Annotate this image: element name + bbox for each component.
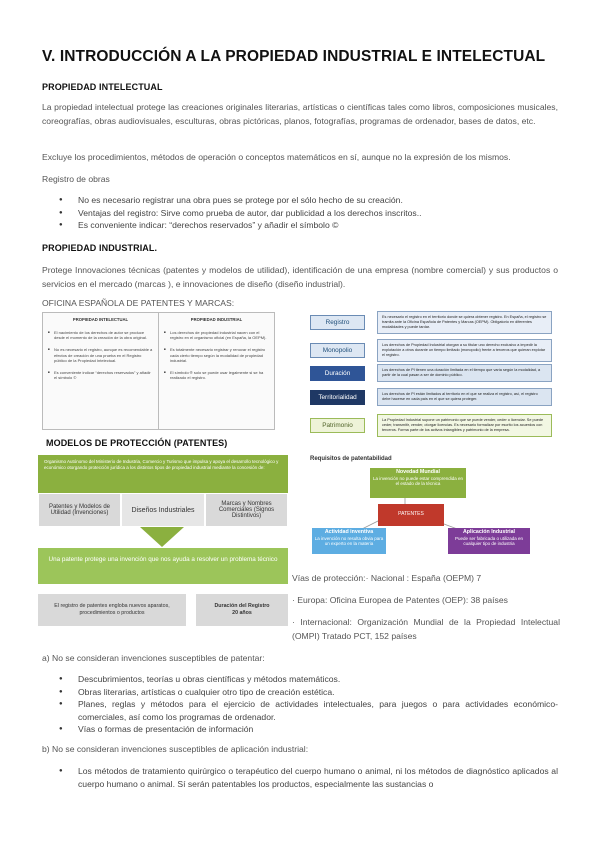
list-item: ● Los métodos de tratamiento quirúrgico o terapéutico del cuerpo humano o animal, ni los métodos de diagnóstico aplicados al cuerpo humano o animal. Sí serán patentables los productos, especialmente las sustancias o: [42, 765, 558, 790]
requisito-desc: La invención no resulta obvia para un experto en la materia: [314, 535, 384, 547]
section-a-intro: a) No se consideran invenciones susceptibles de patentar:: [42, 653, 265, 663]
requisito-desc: Puede ser fabricada o utilizada en cualquier tipo de industria: [454, 535, 524, 547]
registro-label: Registro de obras: [42, 174, 110, 184]
table-column-industrial: [158, 313, 274, 429]
vias-line-1: Vías de protección:· Nacional : España (OEPM) 7: [292, 573, 482, 583]
list-item: ● No es necesario registrar una obra pues se protege por el sólo hecho de su creación.: [42, 194, 558, 207]
requisito-title: Novedad Mundial: [396, 469, 440, 475]
heading-propiedad-industrial: PROPIEDAD INDUSTRIAL.: [42, 243, 158, 253]
duracion-title: Duración del Registro: [214, 603, 270, 609]
table-header: PROPIEDAD INDUSTRIAL: [190, 317, 243, 322]
down-arrow-icon: [140, 527, 184, 547]
oepm-desc: Es necesario el registro en el territorio donde se quiera obtener registro. En España, el registro se tramita ante la Oficina Española de Patentes y Marcas (OEPM). Obligatorio en diferentes modalidades y puede tardar.: [377, 311, 552, 334]
list-item: ● Planes, reglas y métodos para el ejercicio de actividades intelectuales, para juegos o para actividades económico-comerciales, así como los programas de ordenador.: [42, 698, 558, 723]
registro-list: [42, 194, 558, 232]
modelo-box-patentes: Patentes y Modelos de Utilidad (Invenciones): [38, 493, 121, 527]
oepm-row-territorialidad: [310, 388, 552, 406]
oepm-label: Duración: [310, 366, 365, 381]
oepm-row-registro: [310, 311, 552, 334]
section-b-intro: b) No se consideran invenciones susceptibles de aplicación industrial:: [42, 744, 309, 754]
list-item: ● Obras literarias, artísticas o cualquier otro tipo de creación estética.: [42, 686, 558, 699]
table-header: PROPIEDAD INTELECTUAL: [72, 317, 129, 322]
modelo-box-marcas: Marcas y Nombres Comerciales (Signos Distintivos): [205, 493, 288, 527]
page-title: V. INTRODUCCIÓN A LA PROPIEDAD INDUSTRIAL E INTELECTUAL: [42, 48, 546, 65]
requisito-actividad: [312, 528, 386, 554]
table-column-intelectual: [43, 313, 158, 429]
oepm-label: Registro: [310, 315, 365, 330]
requisito-aplicacion: [448, 528, 530, 554]
section-b-list: [42, 765, 558, 790]
oficina-heading: OFICINA ESPAÑOLA DE PATENTES Y MARCAS:: [42, 298, 235, 308]
oepm-row-monopolio: [310, 339, 552, 362]
heading-propiedad-intelectual: PROPIEDAD INTELECTUAL: [42, 82, 163, 92]
list-item: ● Es conveniente indicar: “derechos reservados” y añadir el símbolo ©: [42, 219, 558, 232]
requisito-center: PATENTES: [378, 504, 444, 526]
registro-patentes-box: El registro de patentes engloba nuevos aparatos, procedimientos o productos: [38, 594, 186, 626]
oepm-desc: Los derechos de PI tienen una duración limitada en el tiempo que varía según la modalidad, a partir de la cual pasan a ser de dominio público.: [377, 364, 552, 382]
table-cell: ■ El nacimiento de los derechos de autor se produce desde el momento de la creación de la obra original.: [48, 330, 153, 340]
requisito-desc: La invención no puede estar comprendida en el estado de la técnica: [372, 475, 464, 487]
oepm-row-patrimonio: [310, 414, 552, 437]
comparison-table: [42, 312, 275, 430]
vias-line-2: · Europa: Oficina Europea de Patentes (OEP): 38 países: [292, 595, 508, 605]
requisito-title: Aplicación Industrial: [462, 529, 516, 535]
oepm-row-duracion: [310, 364, 552, 382]
intelectual-paragraph-2: Excluye los procedimientos, métodos de operación o conceptos matemáticos en sí, aunque no la expresión de los mismos.: [42, 152, 511, 162]
oepm-description-box: Organismo Autónomo del Ministerio de Industria, Comercio y Turismo que impulsa y apoya el desarrollo tecnológico y económico otorgando protección jurídica a los distintos tipos de propiedad industrial mediante la concesión de:: [38, 455, 288, 493]
oepm-desc: Los derechos de PI están limitados al territorio en el que se realiza el registro, así, el registro debe hacerse en cada país en el que se quiera proteger.: [377, 388, 552, 406]
industrial-paragraph: Protege Innovaciones técnicas (patentes y modelos de utilidad), identificación de una empresa (nombre comercial) y sus productos o servicios en el mercado (marcas ), e innovaciones de diseño (diseño industrial).: [42, 265, 558, 289]
oepm-desc: Los derechos de Propiedad Industrial otorgan a su titular uno derecho exclusivo a impedir la explotación a otros durante un tiempo limitado (monopolio) frente a terceros que quieran explotar el registro.: [377, 339, 552, 362]
intelectual-paragraph-1: La propiedad intelectual protege las creaciones originales literarias, artísticas o científicas tales como libros, composiciones musicales, coreografías, obras audiovisuales, esculturas, obras pictóricas, planos, fotografías, programas de ordenador, bases de datos, etc.: [42, 102, 558, 126]
table-cell: ■ Los derechos de propiedad industrial nacen con el registro en el organismo oficial (en España, la OEPM).: [164, 330, 269, 340]
modelo-box-disenos: Diseños Industriales: [121, 493, 205, 527]
table-cell: ■ Es totalmente necesario registrar y renovar el registro cada cierto tiempo según la modalidad de propiedad industrial.: [164, 347, 269, 363]
list-item: ● Descubrimientos, teorías u obras científicas y métodos matemáticos.: [42, 673, 558, 686]
oepm-label: Territorialidad: [310, 390, 365, 405]
requisito-title: Actividad inventiva: [324, 529, 374, 535]
requisitos-title: Requisitos de patentabilidad: [310, 456, 392, 462]
oepm-desc: La Propiedad Industrial supone un patrimonio que se puede vender, ceder o licenciar. Se puede ceder, transmitir, vender, otorgar licencias. Es necesario formalizar por escrito los acuerdos con terceros. Forma parte de los activos intangibles y patrimonio de la empresa.: [377, 414, 552, 437]
patente-banner: Una patente protege una invención que nos ayuda a resolver un problema técnico: [38, 548, 288, 584]
table-cell: ■ Es conveniente indicar “derechos reservados” y añadir el símbolo ©: [48, 370, 153, 380]
oepm-label: Monopolio: [310, 343, 365, 358]
oepm-label: Patrimonio: [310, 418, 365, 433]
list-item: ● Ventajas del registro: Sirve como prueba de autor, dar publicidad a los derechos inscritos..: [42, 207, 558, 220]
heading-modelos: MODELOS DE PROTECCIÓN (PATENTES): [46, 438, 228, 448]
requisito-novedad: [370, 468, 466, 498]
table-cell: ■ No es necesario el registro, aunque es recomendable a efectos de creación de una prueba en el Registro público de la Propiedad Intelectual.: [48, 347, 153, 363]
duracion-value: 20 años: [232, 610, 252, 616]
vias-line-3: · Internacional: Organización Mundial de la Propiedad Intelectual (OMPI) Tratado PCT, 152 países: [292, 617, 560, 641]
list-item: ● Vías o formas de presentación de información: [42, 723, 558, 736]
section-a-list: [42, 673, 558, 736]
table-cell: ■ El símbolo ® solo se puede usar legalmente si se ha realizado el registro.: [164, 370, 269, 380]
duracion-box: [196, 594, 288, 626]
